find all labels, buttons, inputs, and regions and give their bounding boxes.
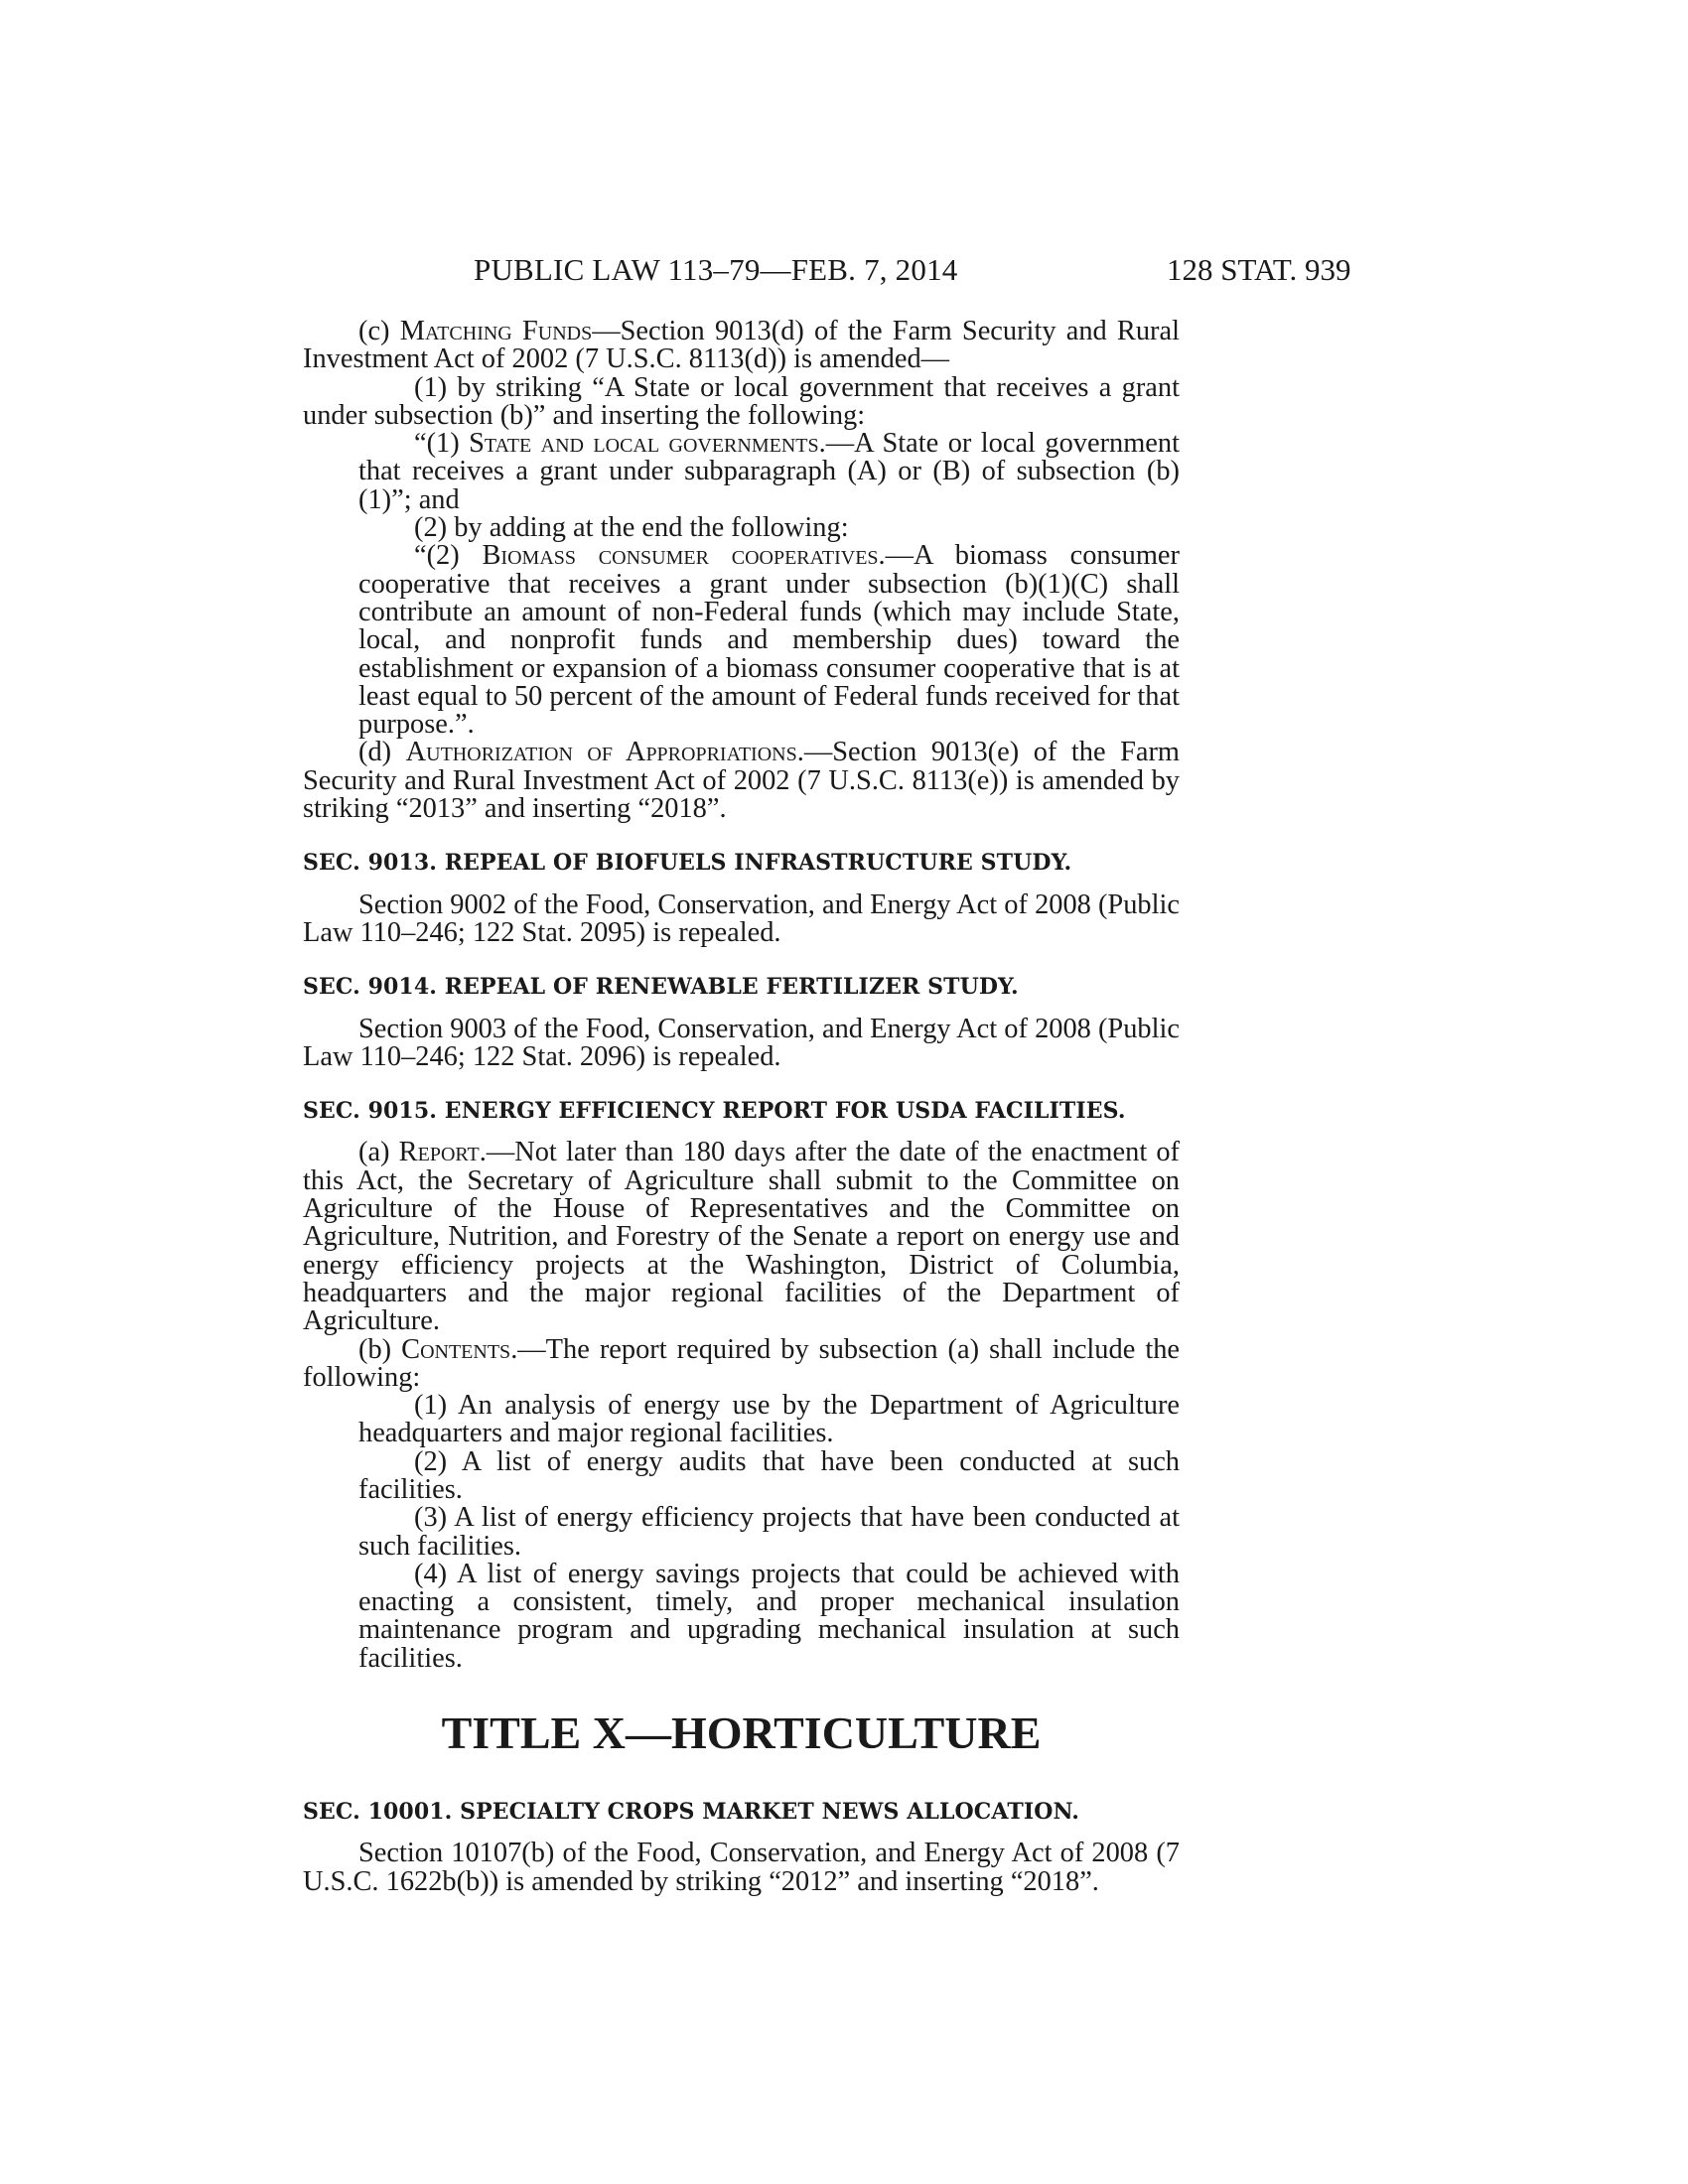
quoted-paragraph-1-heading: State and local governments — [469, 428, 819, 460]
list-item: (3) A list of energy efficiency projects that have been conducted at such facilities. — [358, 1502, 1180, 1562]
quoted-paragraph-1: “(1) State and local governments.—A State or local government that receives a grant under subparagraph (A) or (B) of subsection (b)(1)”; and — [358, 428, 1180, 515]
amendment-item-1: (1) by striking “A State or local government that receives a grant under subsection (b)” and inserting the following: — [303, 371, 1180, 431]
subsection-c-label: (c) — [358, 316, 390, 346]
subsection-d-heading: Authorization of Appropriations — [405, 737, 797, 768]
list-item: (1) An analysis of energy use by the Department of Agriculture headquarters and major regional facilities. — [358, 1390, 1180, 1449]
section-9015-subsection-b: (b) Contents.—The report required by subsection (a) shall include the following: — [303, 1333, 1181, 1393]
running-header: PUBLIC LAW 113–79—FEB. 7, 2014 — [474, 252, 958, 287]
subsection-d: (d) Authorization of Appropriations.—Section 9013(e) of the Farm Security and Rural Investment Act of 2002 (7 U.S.C. 8113(e)) is amended by striking “2013” and inserting “2018”. — [303, 737, 1180, 825]
section-9014-text: Section 9003 of the Food, Conservation, and Energy Act of 2008 (Public Law 110–246; 122 Stat. 2096) is repealed. — [303, 1013, 1180, 1072]
list-item: (4) A list of energy savings projects that could be achieved with enacting a consistent, timely, and proper mechanical insulation maintenance program and upgrading mechanical insulation at such facilities. — [358, 1558, 1180, 1674]
section-9013-heading: SEC. 9013. REPEAL OF BIOFUELS INFRASTRUCTURE STUDY. — [303, 850, 1072, 877]
page-stat-number: 128 STAT. 939 — [1167, 252, 1351, 287]
subsection-c-text: —Section 9013(d) of the Farm Security and Rural Investment Act of 2002 (7 U.S.C. 8113(d)) is amended— — [303, 316, 1181, 375]
section-10001-text: Section 10107(b) of the Food, Conservation, and Energy Act of 2008 (7 U.S.C. 1622b(b)) is amended by striking “2012” and inserting “2018”. — [303, 1838, 1180, 1897]
quoted-paragraph-2-heading: Biomass consumer cooperatives — [482, 540, 879, 572]
section-10001-heading: SEC. 10001. SPECIALTY CROPS MARKET NEWS ALLOCATION. — [303, 1799, 1080, 1826]
quoted-paragraph-2: “(2) Biomass consumer cooperatives.—A biomass consumer cooperative that receives a grant under subsection (b)(1)(C) shall contribute an amount of non-Federal funds (which may include State, local, and nonprofit funds and membership dues) toward the establishment or expansion of a biomass consumer cooperative that is at least equal to 50 percent of the amount of Federal funds received for that purpose.”. — [358, 540, 1180, 741]
amendment-item-2: (2) by adding at the end the following: — [414, 512, 849, 544]
document-body — [303, 318, 1180, 1896]
section-9014-heading: SEC. 9014. REPEAL OF RENEWABLE FERTILIZER STUDY. — [303, 974, 1019, 1001]
subsection-c — [303, 318, 1180, 374]
section-9013-text: Section 9002 of the Food, Conservation, and Energy Act of 2008 (Public Law 110–246; 122 Stat. 2095) is repealed. — [303, 888, 1180, 948]
section-9015-subsection-a: (a) Report.—Not later than 180 days after the date of the enactment of this Act, the Secretary of Agriculture shall submit to the Committee on Agriculture of the House of Representatives and the Committee on Agriculture, Nutrition, and Forestry of the Senate a report on energy use and energy efficiency projects at the Washington, District of Columbia, headquarters and the major regional facilities of the Department of Agriculture. — [303, 1137, 1181, 1337]
title-x-heading: TITLE X—HORTICULTURE — [441, 1707, 1042, 1759]
subsection-c-heading: Matching Funds — [399, 316, 593, 346]
section-9015-subsection-b-heading: Contents — [401, 1333, 511, 1365]
section-9015-heading: SEC. 9015. ENERGY EFFICIENCY REPORT FOR USDA FACILITIES. — [303, 1098, 1126, 1125]
list-item: (2) A list of energy audits that have been conducted at such facilities. — [358, 1445, 1180, 1505]
section-9015-subsection-a-heading: Report — [398, 1137, 480, 1168]
